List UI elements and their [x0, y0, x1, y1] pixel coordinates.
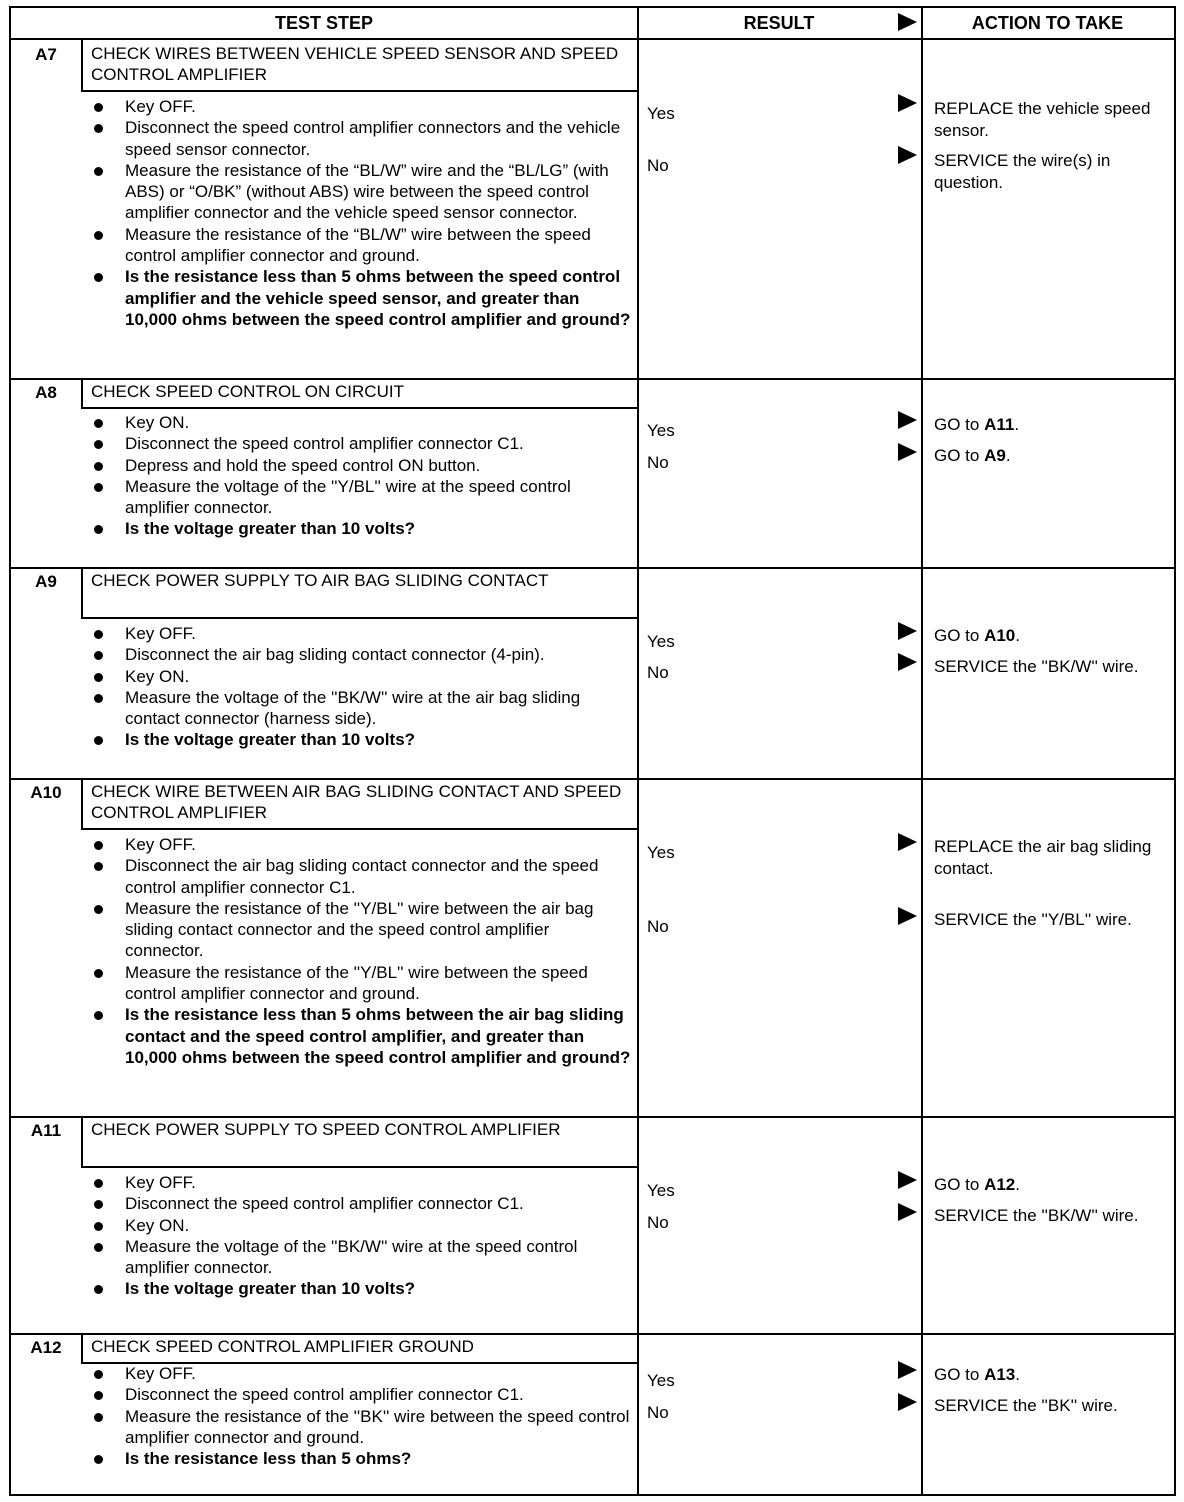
bullet-icon [94, 1285, 103, 1294]
result-yes: Yes [647, 421, 675, 440]
instruction-item [91, 623, 631, 644]
action-text-end: . [1015, 1365, 1020, 1384]
instruction-text: Disconnect the speed control amplifier connectors and the vehicle speed sensor connector. [125, 118, 621, 159]
action-text-main: GO to [934, 446, 985, 465]
header-action: ACTION TO TAKE [921, 8, 1174, 40]
instruction-text: Key ON. [125, 1215, 190, 1235]
action-text-end: . [1014, 415, 1020, 434]
instruction-item [91, 962, 631, 1005]
bullet-icon [94, 483, 103, 492]
action-text [934, 909, 1170, 931]
instruction-item [91, 433, 631, 454]
action-text-main: GO to [934, 415, 985, 434]
result-no: No [647, 917, 669, 936]
step-instructions [91, 1363, 631, 1469]
result-yes: Yes [647, 104, 675, 123]
question-text: Is the resistance less than 5 ohms between the speed control amplifier and the vehicle speed sensor, and greater than 10,000 ohms between the speed control amplifier and ground? [125, 267, 631, 329]
step-instructions [91, 1172, 631, 1300]
bullet-icon [94, 167, 103, 176]
action-step-ref: A13 [984, 1365, 1016, 1384]
instruction-text: Measure the voltage of the ''BK/W'' wire at the air bag sliding contact connector (harness side). [125, 687, 581, 729]
instruction-item [91, 666, 631, 687]
result-yes: Yes [647, 843, 675, 862]
action-text [934, 1364, 1170, 1386]
instruction-text: Measure the resistance of the “BL/W” wire and the “BL/LG” (with ABS) or “O/BK” (without ABS) wire between the speed control amplifier connector and the vehicle speed sensor connector. [125, 160, 609, 223]
header-result [637, 8, 921, 40]
result-yes: Yes [647, 1181, 675, 1200]
arrow-right-icon [898, 1171, 917, 1189]
step-id: A9 [35, 572, 57, 591]
action-text-end: . [1015, 1175, 1020, 1194]
instruction-text: Key OFF. [125, 97, 196, 116]
instruction-text: Disconnect the speed control amplifier connector C1. [125, 434, 524, 454]
action-text [934, 1395, 1170, 1417]
action-text-main: GO to [934, 1175, 985, 1194]
action-text-main: REPLACE the air bag sliding contact. [934, 837, 1152, 878]
step-instructions [91, 623, 631, 751]
bullet-icon [94, 673, 103, 682]
bullet-icon [94, 462, 103, 471]
question-text: Is the voltage greater than 10 volts? [125, 730, 416, 750]
bullet-icon [94, 736, 103, 745]
question-text: Is the resistance less than 5 ohms between the air bag sliding contact and the speed control amplifier, and greater than 10,000 ohms between the speed control amplifier and ground? [125, 1005, 631, 1067]
bullet-icon [94, 525, 103, 534]
bullet-icon [94, 630, 103, 639]
result-no: No [647, 156, 669, 175]
result-no: No [647, 453, 669, 472]
instruction-text: Measure the voltage of the ''BK/W'' wire at the speed control amplifier connector. [125, 1236, 578, 1278]
instruction-item [91, 160, 631, 224]
arrow-right-icon [898, 411, 917, 429]
bullet-icon [94, 969, 103, 978]
instruction-question [91, 729, 631, 750]
bullet-icon [94, 1011, 103, 1020]
instruction-question [91, 266, 631, 330]
instruction-item [91, 855, 631, 898]
action-text [934, 625, 1170, 647]
question-text: Is the voltage greater than 10 volts? [125, 1279, 416, 1299]
action-text-main: SERVICE the ''BK/W'' wire. [934, 1206, 1139, 1225]
action-step-ref: A10 [984, 626, 1016, 645]
bullet-icon [94, 1200, 103, 1209]
bullet-icon [94, 694, 103, 703]
bullet-icon [94, 103, 103, 112]
arrow-right-icon [898, 833, 917, 851]
instruction-item [91, 1193, 631, 1214]
instruction-item [91, 1215, 631, 1236]
bullet-icon [94, 273, 103, 282]
step-title: CHECK POWER SUPPLY TO SPEED CONTROL AMPLIFIER [91, 1120, 561, 1139]
bullet-icon [94, 440, 103, 449]
bullet-icon [94, 1413, 103, 1422]
instruction-text: Depress and hold the speed control ON button. [125, 455, 481, 475]
instruction-question [91, 1278, 631, 1299]
bullet-icon [94, 124, 103, 133]
step-id: A11 [30, 1121, 62, 1140]
step-title: CHECK SPEED CONTROL ON CIRCUIT [91, 382, 404, 401]
instruction-question [91, 1448, 631, 1469]
bullet-icon [94, 1370, 103, 1379]
step-title: CHECK WIRE BETWEEN AIR BAG SLIDING CONTACT AND SPEED CONTROL AMPLIFIER [91, 782, 622, 822]
instruction-text: Key ON. [125, 413, 190, 432]
action-text-main: GO to [934, 626, 985, 645]
action-text [934, 445, 1170, 467]
column-divider-result [637, 8, 639, 1494]
instruction-item [91, 224, 631, 267]
step-instructions [91, 834, 631, 1068]
diagnostic-table [9, 6, 1176, 1496]
action-text [934, 1205, 1170, 1227]
arrow-right-icon [898, 1361, 917, 1379]
result-no: No [647, 1213, 669, 1232]
arrow-right-icon [898, 1393, 917, 1411]
action-step-ref: A9 [984, 446, 1006, 465]
bullet-icon [94, 1391, 103, 1400]
action-step-ref: A11 [984, 415, 1015, 434]
instruction-item [91, 1236, 631, 1279]
instruction-text: Disconnect the air bag sliding contact connector and the speed control amplifier connector C1. [125, 856, 599, 897]
instruction-text: Measure the resistance of the ''Y/BL'' wire between the speed control amplifier connector and ground. [125, 962, 588, 1004]
arrow-right-icon [898, 146, 917, 164]
step-title: CHECK WIRES BETWEEN VEHICLE SPEED SENSOR AND SPEED CONTROL AMPLIFIER [91, 44, 619, 84]
action-text-main: SERVICE the wire(s) in question. [934, 151, 1111, 192]
result-yes: Yes [647, 1371, 675, 1390]
instruction-text: Key OFF. [125, 1364, 196, 1383]
instruction-item [91, 96, 631, 117]
arrow-right-icon [898, 94, 917, 112]
action-step-ref: A12 [984, 1175, 1016, 1194]
action-text-end: . [1005, 446, 1011, 465]
column-divider-action [921, 8, 923, 1494]
bullet-icon [94, 1455, 103, 1464]
instruction-item [91, 476, 631, 519]
result-no: No [647, 1403, 669, 1422]
instruction-item [91, 687, 631, 730]
bullet-icon [94, 1179, 103, 1188]
action-text [934, 656, 1170, 678]
action-text [934, 98, 1170, 141]
instruction-text: Measure the resistance of the ''Y/BL'' wire between the air bag sliding contact connector and the speed control amplifier connector. [125, 898, 594, 961]
action-text [934, 414, 1170, 436]
question-text: Is the voltage greater than 10 volts? [125, 519, 416, 539]
instruction-text: Key OFF. [125, 1173, 196, 1192]
result-yes: Yes [647, 632, 675, 651]
result-no: No [647, 663, 669, 682]
bullet-icon [94, 231, 103, 240]
bullet-icon [94, 862, 103, 871]
instruction-text: Disconnect the speed control amplifier connector C1. [125, 1385, 524, 1405]
arrow-right-icon [898, 443, 917, 461]
step-id: A10 [30, 783, 62, 802]
bullet-icon [94, 651, 103, 660]
action-text [934, 836, 1170, 879]
instruction-text: Measure the resistance of the ''BK'' wire between the speed control amplifier connector and ground. [125, 1406, 630, 1447]
arrow-right-icon [898, 653, 917, 671]
action-text-main: SERVICE the ''Y/BL'' wire. [934, 910, 1132, 929]
header-result-label: RESULT [743, 12, 815, 33]
instruction-text: Key OFF. [125, 624, 196, 643]
instruction-question [91, 518, 631, 539]
instruction-item [91, 455, 631, 476]
step-title: CHECK POWER SUPPLY TO AIR BAG SLIDING CONTACT [91, 571, 549, 590]
header-test-step: TEST STEP [11, 8, 637, 40]
bullet-icon [94, 905, 103, 914]
action-text-main: REPLACE the vehicle speed sensor. [934, 99, 1151, 140]
instruction-item [91, 644, 631, 665]
instruction-text: Key OFF. [125, 835, 196, 854]
instruction-text: Disconnect the speed control amplifier connector C1. [125, 1194, 524, 1214]
header-arrow-icon [898, 13, 917, 31]
instruction-item [91, 1406, 631, 1449]
bullet-icon [94, 1243, 103, 1252]
action-text-main: SERVICE the ''BK/W'' wire. [934, 657, 1139, 676]
step-id: A8 [35, 383, 57, 402]
step-id: A12 [30, 1338, 62, 1357]
action-text [934, 150, 1170, 193]
question-text: Is the resistance less than 5 ohms? [125, 1449, 412, 1469]
step-title: CHECK SPEED CONTROL AMPLIFIER GROUND [91, 1337, 474, 1356]
bullet-icon [94, 419, 103, 428]
action-text-main: SERVICE the ''BK'' wire. [934, 1396, 1118, 1415]
step-instructions [91, 96, 631, 330]
instruction-item [91, 1172, 631, 1193]
action-text-end: . [1015, 626, 1020, 645]
instruction-item [91, 1363, 631, 1384]
bullet-icon [94, 1222, 103, 1231]
instruction-question [91, 1004, 631, 1068]
instruction-item [91, 117, 631, 160]
arrow-right-icon [898, 907, 917, 925]
action-text [934, 1174, 1170, 1196]
instruction-text: Key ON. [125, 666, 190, 686]
instruction-item [91, 834, 631, 855]
step-instructions [91, 412, 631, 540]
instruction-text: Measure the resistance of the “BL/W” wire between the speed control amplifier connector and ground. [125, 224, 591, 266]
step-id: A7 [35, 45, 57, 64]
arrow-right-icon [898, 622, 917, 640]
instruction-text: Disconnect the air bag sliding contact connector (4-pin). [125, 645, 545, 665]
action-text-main: GO to [934, 1365, 985, 1384]
instruction-item [91, 1384, 631, 1405]
arrow-right-icon [898, 1203, 917, 1221]
instruction-item [91, 412, 631, 433]
instruction-text: Measure the voltage of the ''Y/BL'' wire at the speed control amplifier connector. [125, 476, 571, 518]
bullet-icon [94, 841, 103, 850]
instruction-item [91, 898, 631, 962]
